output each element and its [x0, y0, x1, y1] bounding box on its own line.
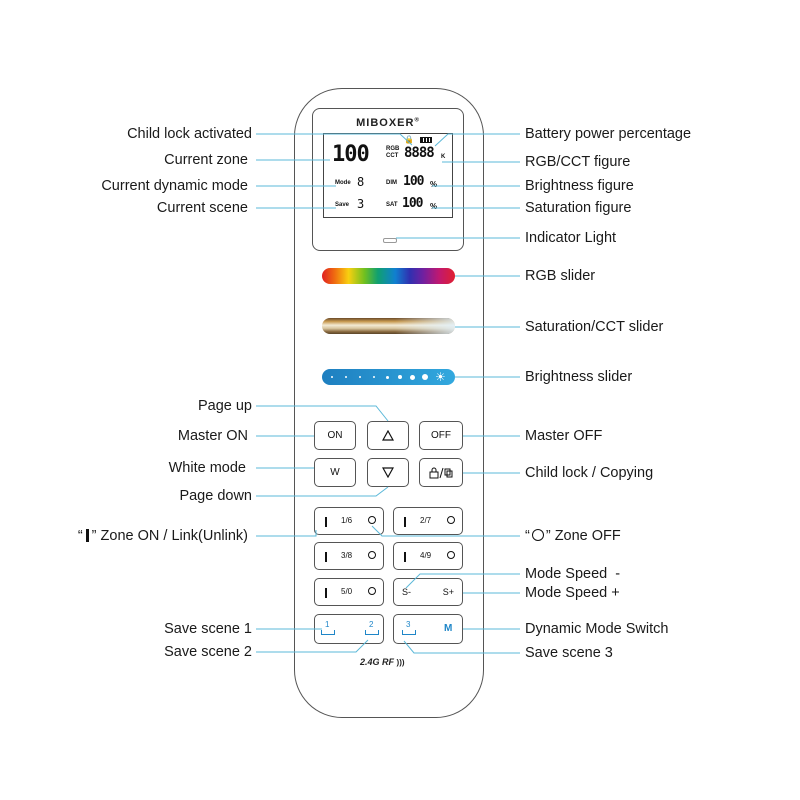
label-save-scene-1: Save scene 1 [164, 621, 252, 637]
k-unit: K [441, 154, 446, 160]
label-saturation-fig: Saturation figure [525, 200, 632, 216]
zone-label: 5/0 [341, 587, 353, 596]
master-on-button[interactable]: ON [314, 421, 356, 450]
zone-label: 3/8 [341, 551, 353, 560]
label-dynamic-switch: Dynamic Mode Switch [525, 621, 669, 637]
label-master-on: Master ON [177, 428, 248, 444]
mode-digit: 8 [357, 175, 365, 189]
master-off-button[interactable]: OFF [419, 421, 463, 450]
zone-off-circle-icon [532, 529, 544, 541]
cct-label: CCT [386, 153, 399, 159]
label-rgb-slider: RGB slider [525, 268, 596, 284]
leader-save-2 [256, 640, 368, 652]
label-rgb-cct: RGB/CCT figure [525, 154, 631, 170]
rgb-cct-digits: 8888 [404, 145, 434, 161]
label-current-zone: Current zone [164, 152, 248, 168]
rf-label: 2.4G RF ))) [360, 657, 405, 667]
leader-battery [435, 134, 520, 146]
leader-child-lock [256, 134, 412, 145]
zone-label: 1/6 [341, 516, 353, 525]
sat-label: SAT [386, 202, 398, 208]
white-mode-button[interactable]: W [314, 458, 356, 487]
sun-icon: ☀ [435, 370, 446, 384]
speed-minus-label: S- [402, 587, 411, 597]
dim-label: DIM [386, 180, 397, 186]
zone-digits: 100 [332, 142, 369, 167]
label-battery: Battery power percentage [525, 126, 692, 142]
sat-percent: % [430, 202, 438, 211]
zone-label: 2/7 [420, 516, 432, 525]
label-zone-on: “ ” Zone ON / Link(Unlink) [77, 528, 248, 544]
signal-icon: ))) [396, 658, 405, 667]
label-zone-off: “ ” Zone OFF [525, 528, 621, 544]
sat-digits: 100 [402, 196, 423, 211]
leader-speed-minus [406, 574, 520, 588]
label-sat-cct-slider: Saturation/CCT slider [525, 319, 664, 335]
label-speed-minus: Mode Speed - [525, 566, 621, 582]
label-save-scene-2: Save scene 2 [164, 644, 252, 660]
label-page-down: Page down [179, 488, 252, 504]
scene-2-label: 2 [369, 620, 374, 629]
label-save-scene-3: Save scene 3 [525, 645, 613, 661]
leader-page-down [256, 487, 388, 496]
label-child-lock-copy: Child lock / Copying [525, 465, 654, 481]
dim-digits: 100 [403, 174, 424, 189]
label-indicator: Indicator Light [525, 230, 617, 246]
dim-percent: % [430, 180, 438, 189]
label-page-up: Page up [197, 398, 252, 414]
label-master-off: Master OFF [525, 428, 603, 444]
save-label: Save [335, 202, 350, 208]
label-brightness-fig: Brightness figure [525, 178, 634, 194]
scene-3-label: 3 [406, 620, 411, 629]
leader-zone-on [256, 530, 316, 536]
zone-label: 4/9 [420, 551, 432, 560]
speed-plus-label: S+ [442, 587, 454, 597]
label-white-mode: White mode [168, 460, 246, 476]
mode-label: Mode [335, 180, 351, 186]
leader-page-up [256, 406, 388, 421]
rgb-label: RGB [386, 146, 400, 152]
save-digit: 3 [357, 197, 365, 211]
label-current-scene: Current scene [156, 200, 248, 216]
scene-1-label: 1 [325, 620, 330, 629]
label-child-lock: Child lock activated [127, 126, 252, 142]
zone-on-bar-icon [86, 529, 89, 542]
dynamic-mode-label: M [444, 623, 453, 634]
label-brightness-slider: Brightness slider [525, 369, 633, 385]
label-speed-plus: Mode Speed + [525, 585, 620, 601]
leader-save-3 [404, 641, 520, 653]
leader-zone-off [372, 526, 520, 536]
lock-icon: 🔒 [404, 135, 414, 144]
brand-logo: MIBOXER® [356, 117, 420, 129]
label-dynamic-mode: Current dynamic mode [101, 178, 248, 194]
